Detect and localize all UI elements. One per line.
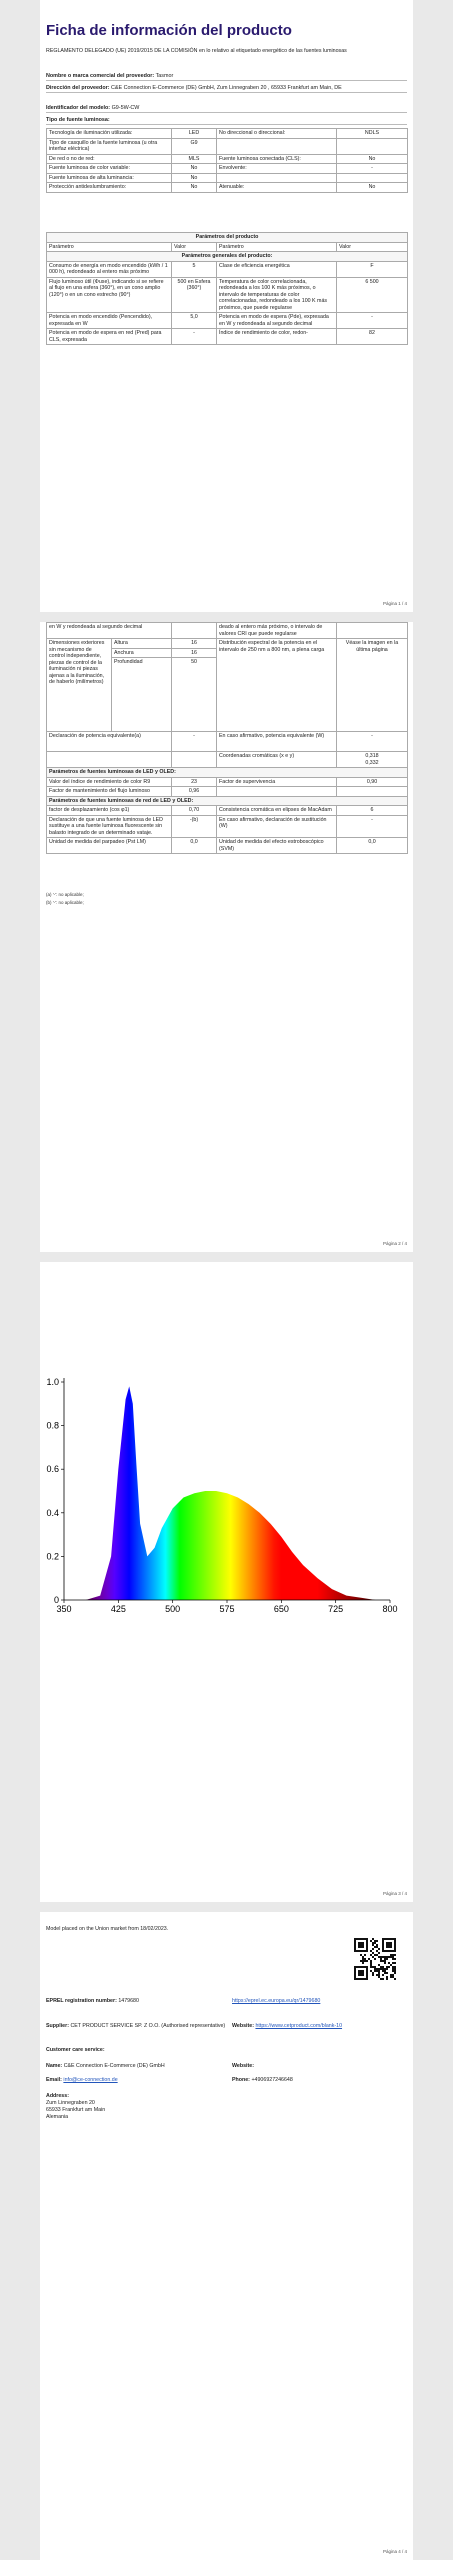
table-cell: F <box>337 261 408 277</box>
table-cell: Protección antideslumbramiento: <box>47 183 172 193</box>
dimensions-label: Dimensiones exteriores sin mecanismo de control independiente, piezas de control de la iluminación ni piezas ajenas a la iluminación, de haberlo (milímetros) <box>47 639 112 732</box>
y-tick-label: 0.2 <box>46 1551 59 1562</box>
table-cell: Clase de eficiencia energética <box>217 261 337 277</box>
table-cell: No <box>172 183 217 193</box>
table-row: en W y redondeada al segundo decimal deado al entero más próximo, o intervalo de valores CRI que puede regularse <box>47 623 408 639</box>
table-row <box>47 277 408 313</box>
website2-label: Website: <box>232 2063 254 2069</box>
table-row: Dimensiones exteriores sin mecanismo de control independiente, piezas de control de la iluminación ni piezas ajenas a la iluminación, de haberlo (milímetros) Altura 16 Distribución espectral de la potencia en el intervalo de 250 nm a 800 nm, a plena carga Véase la imagen en la última página <box>47 639 408 649</box>
email-label: Email: <box>46 2077 62 2083</box>
table-cell <box>217 173 337 183</box>
address-line-2: 65933 Frankfurt am Main <box>46 2107 106 2113</box>
x-tick-label: 500 <box>165 1604 181 1614</box>
footnote-a: (a) '-': no aplicable; <box>46 892 84 897</box>
supplier-label: Supplier: <box>46 2023 69 2029</box>
market-date: Model placed on the Union market from 18/02/2023. <box>46 1926 169 1932</box>
page-number: Página 4 / 4 <box>382 2549 407 2554</box>
table-cell: No <box>337 183 408 193</box>
table-cell: 5,0 <box>172 313 217 329</box>
col-header: Valor <box>172 242 217 252</box>
x-tick-label: 350 <box>56 1604 72 1614</box>
table-cell: NDLS <box>337 129 408 139</box>
table-cell: Fuente luminosa de alta luminancia: <box>47 173 172 183</box>
customer-care-label: Customer care service: <box>46 2047 105 2053</box>
table-cell: 0,90 <box>337 777 408 787</box>
table-cell: LED <box>172 129 217 139</box>
y-tick-label: 1.0 <box>46 1377 59 1387</box>
table-cell: De red o no de red: <box>47 154 172 164</box>
spectral-distribution-chart <box>40 1262 413 1902</box>
x-tick-label: 800 <box>382 1604 398 1614</box>
eprel-value: 1479680 <box>118 1998 139 2004</box>
table-cell <box>337 173 408 183</box>
table-cell: Flujo luminoso útil (Φuse), indicando si se refiere al flujo en una esfera (360°), en un cono amplio (120°) o en un cono estrecho (90°) <box>47 277 172 313</box>
table-cell: Fuente luminosa de color variable: <box>47 164 172 174</box>
table-cell: Tipo de casquillo de la fuente luminosa (u otra interfaz eléctrica) <box>47 138 172 154</box>
qr-code-icon[interactable] <box>354 1938 396 1980</box>
col-header: Parámetro <box>47 242 172 252</box>
table-cell <box>217 787 337 797</box>
table-cell: Índice de rendimiento de color, redon- <box>217 329 337 345</box>
table-cell: MLS <box>172 154 217 164</box>
spectral-value: Véase la imagen en la última página <box>337 639 408 732</box>
table-cell: Unidad de medida del efecto estroboscópico (SVM) <box>217 838 337 854</box>
supplier-label: Nombre o marca comercial del proveedor: <box>46 73 155 79</box>
page-number: Página 2 / 4 <box>382 1241 407 1246</box>
table-row <box>47 777 408 787</box>
table-cell: Potencia en modo de espera en red (Pred) para CLS, expresada <box>47 329 172 345</box>
address-label: Address: <box>46 2093 69 2099</box>
table-cell: -(b) <box>172 815 217 838</box>
table-row <box>47 261 408 277</box>
chroma-label: Coordenadas cromáticas (x e y) <box>217 752 337 768</box>
address-line-1: Zum Linnegraben 20 <box>46 2100 95 2106</box>
table-cell: No <box>337 154 408 164</box>
website-link[interactable]: https://www.cetproduct.com/blank-10 <box>255 2023 343 2029</box>
table-cell: 0,96 <box>172 787 217 797</box>
table-row <box>47 138 408 154</box>
table-row <box>47 806 408 816</box>
table-cell: No <box>172 164 217 174</box>
name-label: Name: <box>46 2063 63 2069</box>
y-tick-label: 0 <box>53 1595 59 1605</box>
address-value: C&E Connection E-Commerce (DE) GmbH, Zum Linnegraben 20 , 65933 Frankfurt am Main, DE <box>111 85 342 91</box>
table-cell: 82 <box>337 329 408 345</box>
table-row: Anchura 16 <box>47 648 408 658</box>
light-type-table <box>46 128 408 193</box>
address-line-3: Alemania <box>46 2114 69 2120</box>
table-cell: Fuente luminosa conectada (CLS): <box>217 154 337 164</box>
address-label: Dirección del proveedor: <box>46 85 110 91</box>
y-tick-label: 0.8 <box>46 1420 59 1431</box>
table-row <box>47 815 408 838</box>
page-3 <box>40 1262 413 1902</box>
address-line <box>46 84 407 93</box>
page-title: Ficha de información del producto <box>46 22 292 39</box>
eprel-label: EPREL registration number: <box>46 1998 117 2004</box>
table-row <box>47 752 408 768</box>
table-cell: 5 <box>172 261 217 277</box>
table-cell: No direccional o direccional: <box>217 129 337 139</box>
table-cell: Tecnología de iluminación utilizada: <box>47 129 172 139</box>
table-row: Profundidad 50 <box>47 658 408 732</box>
table-row <box>47 329 408 345</box>
table-cell: - <box>172 329 217 345</box>
col-header: Parámetro <box>217 242 337 252</box>
table-row <box>47 838 408 854</box>
table-cell <box>337 787 408 797</box>
product-params-table <box>46 232 408 345</box>
y-tick-label: 0.6 <box>46 1464 59 1475</box>
table-row <box>47 129 408 139</box>
phone-label: Phone: <box>232 2077 250 2083</box>
params-header: Parámetros del producto <box>47 233 408 243</box>
spectral-label: Distribución espectral de la potencia en el intervalo de 250 nm a 800 nm, a plena carga <box>217 639 337 732</box>
chroma-x: 0,318 <box>365 753 379 759</box>
table-cell: - <box>337 313 408 329</box>
table-row: Declaración de potencia equivalente(a) - En caso afirmativo, potencia equivalente (W) - <box>47 732 408 752</box>
table-cell: 6 <box>337 806 408 816</box>
page-number: Página 1 / 4 <box>382 601 407 606</box>
table-cell <box>337 138 408 154</box>
table-cell: No <box>172 173 217 183</box>
type-header: Tipo de fuente luminosa: <box>46 116 407 125</box>
product-params-table-cont <box>46 622 408 854</box>
table-row <box>47 787 408 797</box>
table-cell: Valor del índice de rendimiento de color R9 <box>47 777 172 787</box>
name-value: C&E Connection E-Commerce (DE) GmbH <box>63 2063 165 2069</box>
page-number: Página 3 / 4 <box>382 1891 407 1896</box>
table-row <box>47 313 408 329</box>
x-tick-label: 725 <box>328 1604 344 1614</box>
page-1 <box>40 0 413 612</box>
supplier-value: CET PRODUCT SERVICE SP. Z O.O. (Authorised representative) <box>70 2023 226 2029</box>
table-cell: 0,70 <box>172 806 217 816</box>
footnote-b: (b) '-': no aplicable; <box>46 900 84 905</box>
table-cell: Atenuable: <box>217 183 337 193</box>
table-cell: Potencia en modo encendido (Pencendido), expresada en W <box>47 313 172 329</box>
led-header: Parámetros de fuentes luminosas de LED y OLED: <box>47 768 408 778</box>
table-cell: Unidad de medida del parpadeo (Pst LM) <box>47 838 172 854</box>
x-tick-label: 575 <box>219 1604 235 1614</box>
table-cell: 23 <box>172 777 217 787</box>
table-row <box>47 164 408 174</box>
table-cell <box>217 138 337 154</box>
table-cell: 0,0 <box>337 838 408 854</box>
chroma-y: 0,332 <box>365 759 379 766</box>
regulation-text: REGLAMENTO DELEGADO (UE) 2019/2015 DE LA COMISIÓN en lo relativo al etiquetado energético de las fuentes luminosas <box>46 48 347 54</box>
table-cell: Consumo de energía en modo encendido (kWh / 1 000 h), redondeado al entero más próximo <box>47 261 172 277</box>
table-row <box>47 183 408 193</box>
supplier-line <box>46 72 407 81</box>
email-link[interactable]: info@ce-connection.de <box>63 2077 118 2083</box>
table-cell: G9 <box>172 138 217 154</box>
table-cell: Factor de mantenimiento del flujo luminoso <box>47 787 172 797</box>
website-label: Website: <box>232 2023 254 2029</box>
page-4 <box>40 1912 413 2560</box>
mains-header: Parámetros de fuentes luminosas de red de LED y OLED: <box>47 796 408 806</box>
table-cell: En caso afirmativo, declaración de sustitución (W) <box>217 815 337 838</box>
table-cell: 6 500 <box>337 277 408 313</box>
table-cell: Declaración de que una fuente luminosa de LED sustituye a una fuente luminosa fluorescente sin balasto integrado de un determinado vataje. <box>47 815 172 838</box>
model-value: G9-5W-CW <box>111 105 140 111</box>
model-line <box>46 104 407 113</box>
table-cell: Consistencia cromática en elipses de MacAdam <box>217 806 337 816</box>
table-row <box>47 154 408 164</box>
general-header: Parámetros generales del producto: <box>47 252 408 262</box>
page-2 <box>40 622 413 1252</box>
col-header: Valor <box>337 242 408 252</box>
table-cell: Envolvente: <box>217 164 337 174</box>
eprel-link[interactable]: https://eprel.ec.europa.eu/qr/1479680 <box>232 1998 321 2004</box>
table-cell: Temperatura de color correlacionada, redondeada a los 100 K más próximos, o intervalo de temperaturas de color correlacionadas, redondeado a los 100 K más próximos, que puede regularse <box>217 277 337 313</box>
table-cell: factor de desplazamiento (cos φ1) <box>47 806 172 816</box>
x-tick-label: 650 <box>273 1604 289 1614</box>
y-tick-label: 0.4 <box>46 1507 59 1518</box>
table-cell: 0,0 <box>172 838 217 854</box>
phone-value: +4906927246648 <box>251 2077 293 2083</box>
x-tick-label: 425 <box>110 1604 126 1614</box>
supplier-value: Tasmor <box>155 73 174 79</box>
model-label: Identificador del modelo: <box>46 105 111 111</box>
table-cell: 500 en Esfera (360°) <box>172 277 217 313</box>
table-cell: - <box>337 164 408 174</box>
table-row <box>47 173 408 183</box>
table-cell: Potencia en modo de espera (Pde), expresada en W y redondeada al segundo decimal <box>217 313 337 329</box>
spectrum-area <box>86 1386 376 1600</box>
table-cell: Factor de supervivencia <box>217 777 337 787</box>
table-cell: - <box>337 815 408 838</box>
